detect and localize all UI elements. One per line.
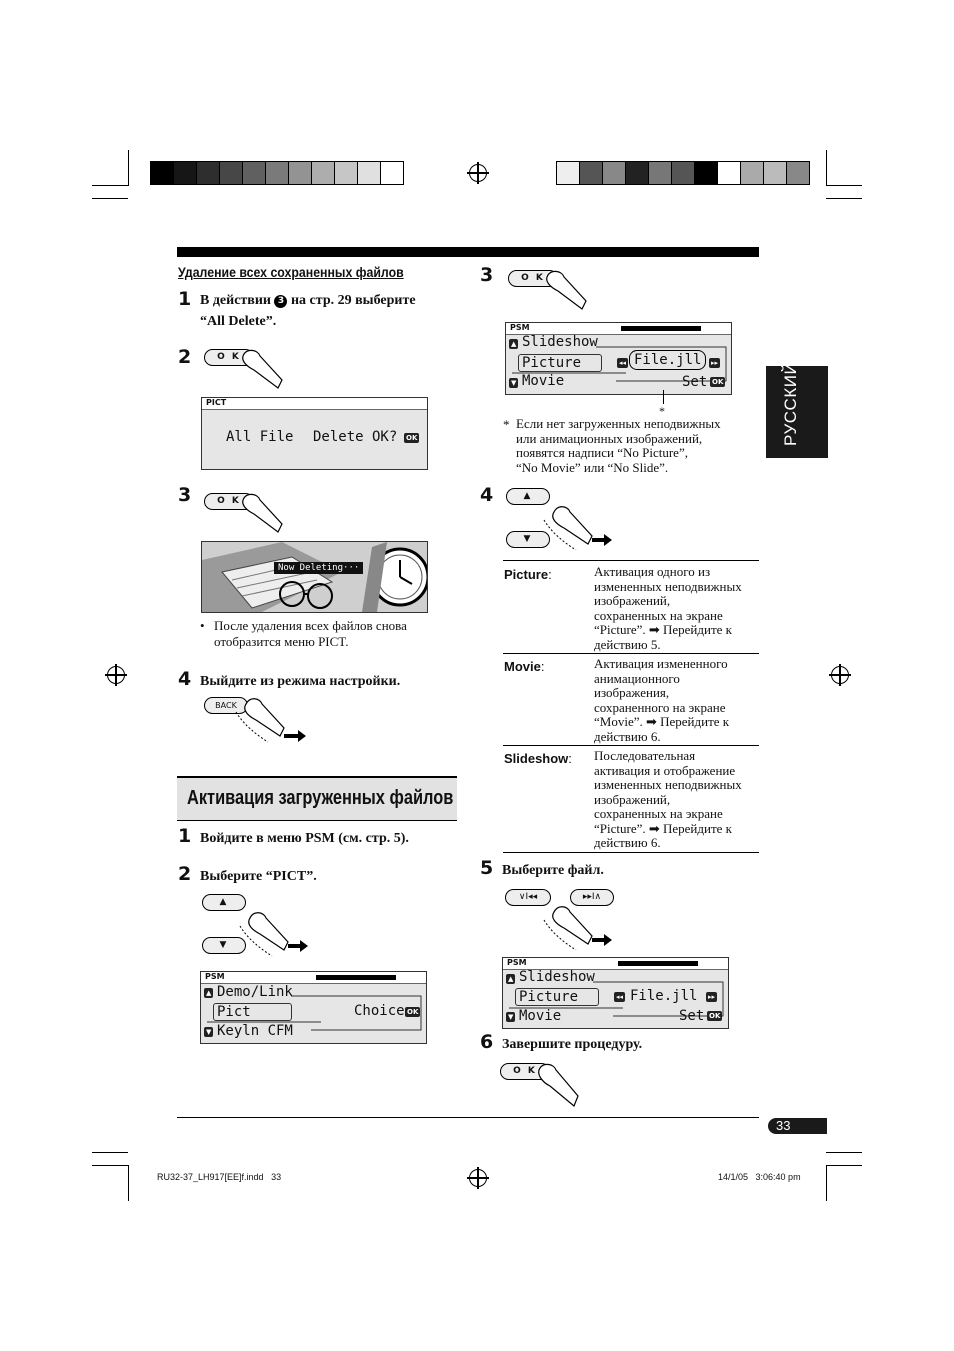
deleting-photo (201, 541, 428, 613)
lcd-header (202, 398, 427, 410)
pressing-finger-icon (238, 492, 288, 534)
crop-mark (128, 1165, 129, 1201)
pressing-finger-icon (238, 348, 288, 390)
desc-line: сохраненных на экране (594, 806, 723, 821)
note-line: отобразится меню PICT. (214, 634, 349, 649)
lcd-file-name: File.jll (629, 350, 706, 370)
note-line: “No Movie” или “No Slide”. (516, 459, 669, 475)
up-arrow-icon: ▲ (523, 491, 533, 501)
table-rule (503, 560, 759, 561)
up-button[interactable] (506, 488, 550, 505)
crop-mark (92, 1165, 128, 1166)
step-number: 1 (178, 288, 192, 310)
lcd-menu-item: Slideshow (519, 969, 595, 985)
ok-badge-icon: OK (709, 1012, 721, 1020)
crop-mark (92, 198, 128, 199)
step-number: 2 (178, 346, 192, 368)
lcd-menu-item-selected: Picture (518, 354, 602, 372)
up-arrow-icon: ▲ (508, 975, 514, 983)
step-text: Выйдите из режима настройки. (200, 674, 401, 689)
table-desc (594, 657, 729, 744)
up-arrow-icon: ▲ (206, 989, 212, 997)
up-arrow-icon: ▲ (511, 340, 517, 348)
desc-line: изображений, (594, 593, 671, 608)
down-arrow-icon: ▼ (511, 379, 517, 387)
down-arrow-icon: ▼ (219, 940, 229, 950)
crop-mark (92, 185, 128, 186)
lcd-menu-item: Slideshow (522, 334, 598, 350)
subheading: Удаление всех сохраненных файлов (178, 264, 404, 280)
note-bullet: • (200, 618, 205, 633)
step-number: 4 (178, 668, 192, 690)
footer-timestamp: 14/1/05 3:06:40 pm (718, 1172, 801, 1182)
step-text-part: В действии (200, 293, 271, 308)
registration-mark (831, 666, 849, 684)
desc-line: Активация одного из (594, 564, 711, 579)
footer-file: RU32-37_LH917[EE]f.indd 33 (157, 1172, 282, 1182)
up-button[interactable] (202, 894, 246, 911)
crop-mark (826, 185, 862, 186)
callout-asterisk: * (659, 404, 665, 418)
crop-mark (826, 150, 827, 186)
lcd-psm-file-select (502, 957, 729, 1029)
note-line: или анимационных изображений, (516, 430, 703, 446)
lcd-set-label: Set (679, 1008, 705, 1024)
step-number: 2 (178, 863, 192, 885)
header-rule (177, 247, 759, 257)
color-bar-right (556, 161, 810, 185)
step-number: 5 (480, 857, 494, 879)
next-file-icon: ▸▸ (711, 359, 719, 367)
registration-mark (469, 164, 487, 182)
desc-line: изображения, (594, 685, 670, 700)
pressing-finger-icon (540, 904, 620, 954)
note-block (516, 417, 721, 475)
lcd-pict-screen (201, 397, 428, 470)
lcd-menu-choice: Choice (354, 1003, 405, 1019)
down-arrow-icon: ▼ (523, 534, 533, 544)
desc-line: “Movie”. ➡ Перейдите к (594, 714, 730, 729)
step-text (200, 290, 460, 332)
registration-mark (469, 1169, 487, 1187)
ok-button[interactable]: O K (204, 349, 254, 366)
pressing-finger-icon (236, 910, 316, 960)
prev-file-icon: ◂◂ (616, 993, 624, 1001)
crop-mark (92, 1152, 128, 1153)
registration-mark (107, 666, 125, 684)
lcd-text-delete: Delete OK? (313, 429, 398, 445)
callout-line (663, 390, 664, 404)
language-tab (766, 361, 828, 458)
step-number: 3 (480, 264, 494, 286)
lcd-file-name: File.jll (630, 988, 698, 1004)
note-line: появятся надписи “No Picture”, (516, 445, 688, 461)
circled-number: 3 (274, 295, 287, 308)
note-line: Если нет загруженных неподвижных (516, 416, 721, 431)
lcd-tag: PSM (510, 323, 530, 332)
desc-line: “Picture”. ➡ Перейдите к (594, 622, 732, 637)
down-arrow-icon: ▼ (508, 1013, 514, 1021)
footer-rule (177, 1117, 759, 1118)
desc-line: сохраненного на экране (594, 699, 726, 715)
section-banner (177, 776, 457, 821)
pressing-finger-icon (534, 1062, 584, 1108)
desc-line: сохраненных на экране (594, 607, 723, 623)
lcd-tag: PSM (205, 972, 225, 981)
pressing-finger-icon (542, 269, 592, 311)
ok-badge-icon: OK (407, 1008, 419, 1016)
crop-mark (826, 1165, 827, 1201)
lcd-menu-item: Movie (519, 1008, 562, 1024)
down-arrow-icon: ▼ (206, 1028, 212, 1036)
lcd-set-label: Set (682, 374, 708, 390)
lcd-tag: PICT (206, 398, 227, 407)
step-number: 6 (480, 1031, 494, 1053)
desc-line: активация и отображение (594, 762, 736, 778)
desc-line: анимационного (594, 670, 680, 686)
term-colon: : (568, 751, 572, 766)
color-bar-left (150, 161, 404, 185)
prev-file-icon: ◂◂ (619, 359, 627, 367)
step-number: 3 (178, 484, 192, 506)
lcd-menu-item: Demo/Link (217, 984, 293, 1000)
desc-line: Последовательная (594, 748, 696, 763)
ok-button[interactable]: O K (204, 493, 254, 510)
table-rule (503, 745, 759, 746)
section-title: Активация загруженных файлов (187, 787, 454, 809)
back-button[interactable]: BACK (204, 697, 248, 714)
note-line: После удаления всех файлов снова (214, 618, 407, 633)
page-number-badge (768, 1118, 827, 1134)
desc-line: измененных неподвижных (594, 578, 742, 594)
lcd-psm-picture (505, 322, 732, 395)
term-colon: : (540, 659, 545, 674)
desc-line: Активация измененного (594, 656, 728, 671)
crop-mark (826, 1152, 862, 1153)
prev-button[interactable]: ∨I◂◂ (505, 889, 551, 906)
lcd-menu-item-selected: Picture (515, 988, 599, 1006)
step-text-part: “All Delete”. (200, 314, 277, 329)
table-term-label: Picture (504, 567, 549, 582)
term-colon: : (548, 567, 552, 582)
desc-line: “Picture”. ➡ Перейдите к (594, 820, 732, 836)
ok-button[interactable]: O K (508, 270, 558, 287)
lcd-menu-item: Movie (522, 373, 565, 389)
lcd-tag: PSM (507, 958, 527, 967)
crop-mark (128, 150, 129, 186)
table-desc (594, 749, 742, 851)
language-tab-label: РУССКИЙ (781, 361, 800, 446)
desc-line: измененных неподвижных (594, 777, 742, 792)
step-text: Войдите в меню PSM (см. стр. 5). (200, 831, 409, 846)
step-text: Выберите “PICT”. (200, 869, 317, 884)
crop-mark (826, 198, 862, 199)
table-term-label: Slideshow (504, 751, 569, 766)
pressing-finger-icon (540, 504, 620, 554)
lcd-psm-menu (200, 971, 427, 1044)
step-number: 1 (178, 825, 192, 847)
next-button[interactable]: ▸▸I∧ (570, 889, 614, 906)
desc-line: действию 6. (594, 728, 661, 744)
desc-line: действию 5. (594, 636, 661, 652)
table-rule (503, 653, 759, 654)
desc-line: изображений, (594, 791, 671, 807)
now-deleting-label: Now Deleting··· (274, 562, 363, 574)
pressing-finger-icon (232, 696, 312, 746)
desc-line: действию 6. (594, 835, 661, 850)
step-text: Выберите файл. (502, 863, 604, 878)
table-desc (594, 565, 742, 652)
table-term (504, 567, 552, 582)
page-number: 33 (776, 1118, 791, 1133)
photo-illustration-icon (202, 542, 427, 612)
table-term-label: Movie (504, 659, 541, 674)
ok-badge-icon: OK (712, 378, 724, 386)
lcd-menu-item-selected: Pict (213, 1003, 292, 1021)
crop-mark (826, 1165, 862, 1166)
table-term (504, 751, 572, 766)
step-number: 4 (480, 484, 494, 506)
note-asterisk: * (503, 417, 510, 432)
step-text: Завершите процедуру. (502, 1037, 643, 1052)
up-arrow-icon: ▲ (219, 897, 229, 907)
step-text-part: на стр. 29 выберите (290, 293, 416, 308)
next-file-icon: ▸▸ (708, 993, 716, 1001)
ok-button[interactable]: O K (500, 1063, 550, 1080)
table-rule (503, 852, 759, 853)
ok-badge-icon: OK (406, 434, 418, 442)
lcd-text-all-file: All File (226, 429, 294, 445)
table-term (504, 659, 544, 674)
lcd-menu-item: Keyln CFM (217, 1023, 293, 1039)
